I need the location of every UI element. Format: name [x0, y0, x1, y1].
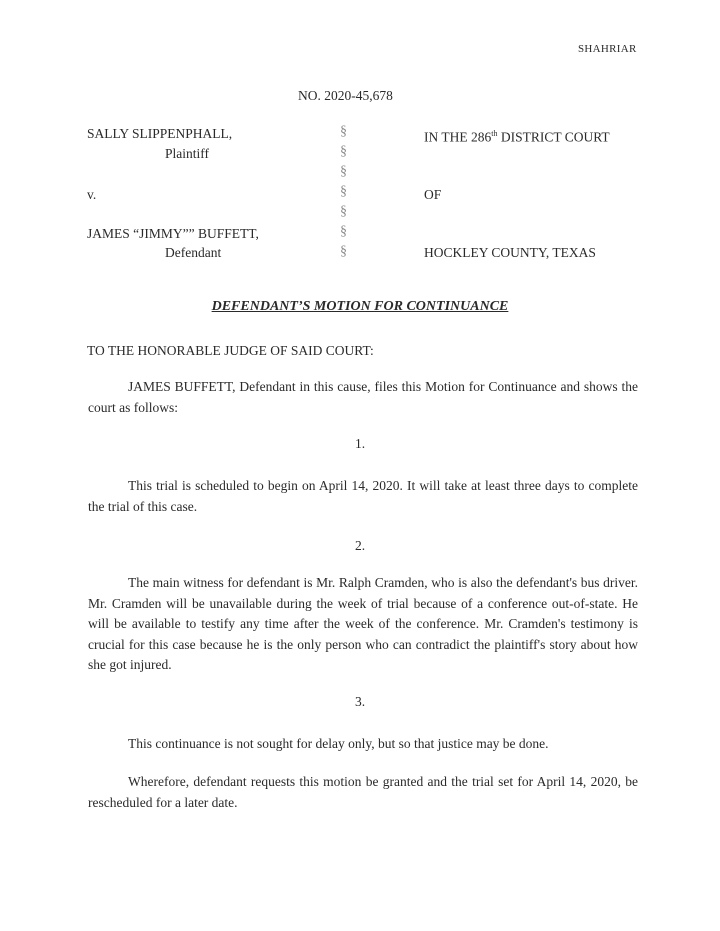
section-paragraph: This trial is scheduled to begin on April 14, 2020. It will take at least three days to complete the trial of this case. — [88, 478, 638, 514]
section-paragraph: The main witness for defendant is Mr. Ralph Cramden, who is also the defendant's bus driver. Mr. Cramden will be unavailable during the week of trial because of a conference out-of-state. He will be available to testify any time after the week of the conference. Mr. Cramden's testimony is crucial for this case because he is the only person who can contradict the plaintiff's story about how she got injured. — [88, 575, 638, 672]
section-number: 3. — [354, 694, 366, 709]
intro-paragraph: JAMES BUFFETT, Defendant in this cause, files this Motion for Continuance and shows the court as follows: — [88, 379, 638, 415]
court-ordinal-suffix: th — [491, 129, 498, 138]
plaintiff-role: Plaintiff — [165, 146, 210, 161]
court-suffix: DISTRICT COURT — [497, 129, 610, 145]
defendant-name: JAMES “JIMMY”” BUFFETT, — [87, 226, 259, 241]
section-paragraph: This continuance is not sought for delay only, but so that justice may be done. — [128, 736, 549, 751]
closing-paragraph: Wherefore, defendant requests this motion be granted and the trial set for April 14, 2020, be rescheduled for a later date. — [88, 774, 638, 810]
defendant-role: Defendant — [165, 245, 222, 260]
header-author: SHAHRIAR — [578, 43, 637, 55]
section-symbol: § — [340, 124, 347, 139]
section-symbol: § — [340, 204, 347, 219]
section-symbol: § — [340, 224, 347, 239]
section-symbol: § — [340, 164, 347, 179]
of-label: OF — [424, 187, 442, 202]
section-symbol: § — [340, 184, 347, 199]
salutation: TO THE HONORABLE JUDGE OF SAID COURT: — [87, 343, 374, 358]
court-prefix: IN THE 286 — [424, 129, 492, 145]
county-label: HOCKLEY COUNTY, TEXAS — [424, 245, 596, 260]
court-name — [424, 125, 610, 147]
versus-label: v. — [87, 187, 97, 202]
section-number: 2. — [354, 538, 366, 553]
section-symbol: § — [340, 244, 347, 259]
plaintiff-name: SALLY SLIPPENPHALL, — [87, 126, 233, 141]
section-number: 1. — [354, 436, 366, 451]
section-symbol: § — [340, 144, 347, 159]
motion-title: DEFENDANT’S MOTION FOR CONTINUANCE — [211, 299, 509, 314]
case-number: NO. 2020-45,678 — [298, 88, 393, 103]
